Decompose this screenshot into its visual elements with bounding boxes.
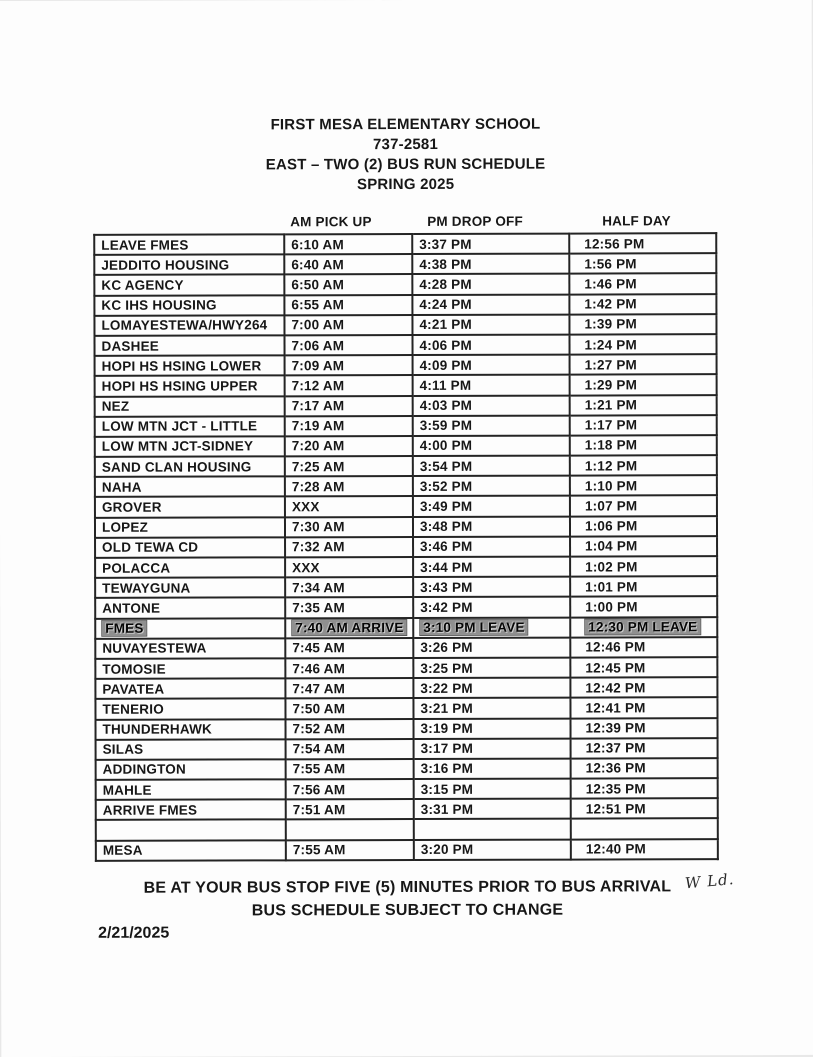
pm-time-cell: 3:43 PM bbox=[413, 577, 570, 598]
table-row bbox=[95, 597, 717, 619]
am-time-cell: 7:19 AM bbox=[285, 416, 413, 437]
stop-name-cell: NEZ bbox=[95, 396, 285, 417]
highlighted-text: 12:30 PM LEAVE bbox=[585, 619, 700, 634]
schedule-table bbox=[93, 232, 719, 861]
pm-time-cell: 4:03 PM bbox=[413, 395, 570, 416]
stop-name-cell: THUNDERHAWK bbox=[95, 719, 285, 740]
stop-name-cell: NAHA bbox=[95, 477, 285, 498]
table-row bbox=[96, 819, 718, 841]
title-block bbox=[0, 114, 812, 196]
half-day-time-cell: 12:56 PM bbox=[569, 233, 716, 254]
table-row bbox=[95, 536, 717, 558]
half-day-time-cell: 1:24 PM bbox=[569, 334, 716, 355]
highlighted-text: FMES bbox=[102, 621, 146, 636]
pm-time-cell: 3:52 PM bbox=[413, 476, 570, 497]
stop-name-cell: TENERIO bbox=[95, 699, 285, 720]
half-day-time-cell: 12:35 PM bbox=[571, 778, 718, 799]
table-row bbox=[95, 375, 717, 397]
highlighted-text: 3:10 PM LEAVE bbox=[420, 620, 527, 635]
table-row bbox=[95, 435, 717, 457]
pm-time-cell: 3:15 PM bbox=[414, 779, 571, 800]
pm-time-cell: 3:19 PM bbox=[413, 718, 570, 739]
table-row bbox=[96, 839, 718, 861]
table-row bbox=[94, 274, 716, 296]
am-time-cell: 7:56 AM bbox=[286, 779, 414, 800]
stop-name-cell: ANTONE bbox=[95, 598, 285, 619]
stop-name-cell: JEDDITO HOUSING bbox=[94, 255, 284, 276]
stop-name-cell bbox=[95, 618, 285, 639]
half-day-time-cell: 12:46 PM bbox=[570, 637, 717, 658]
am-time-cell: 7:35 AM bbox=[285, 597, 413, 618]
am-time-cell: XXX bbox=[285, 496, 413, 517]
am-time-cell: 6:50 AM bbox=[284, 274, 412, 295]
stop-name-cell: POLACCA bbox=[95, 557, 285, 578]
half-day-time-cell: 1:17 PM bbox=[570, 415, 717, 436]
half-day-time-cell: 1:00 PM bbox=[570, 597, 717, 618]
table-row bbox=[95, 354, 717, 376]
stop-name-cell: OLD TEWA CD bbox=[95, 537, 285, 558]
stop-name-cell: HOPI HS HSING LOWER bbox=[95, 355, 285, 376]
am-time-cell: 7:25 AM bbox=[285, 456, 413, 477]
column-headers bbox=[93, 213, 715, 230]
half-day-time-cell: 1:56 PM bbox=[569, 253, 716, 274]
stop-name-cell: ARRIVE FMES bbox=[96, 800, 286, 821]
schedule-title: EAST – TWO (2) BUS RUN SCHEDULE bbox=[265, 155, 546, 174]
stop-name-cell: LEAVE FMES bbox=[94, 234, 284, 255]
am-time-cell: 7:46 AM bbox=[285, 658, 413, 679]
table-row bbox=[94, 294, 716, 316]
half-day-time-cell: 1:12 PM bbox=[570, 455, 717, 476]
stop-name-cell bbox=[96, 820, 286, 841]
table-row bbox=[94, 314, 716, 336]
pm-time-cell: 4:28 PM bbox=[412, 274, 569, 295]
am-time-cell: 7:55 AM bbox=[286, 759, 414, 780]
half-day-time-cell: 12:51 PM bbox=[571, 798, 718, 819]
half-day-time-cell: 1:01 PM bbox=[570, 576, 717, 597]
am-time-cell: 6:10 AM bbox=[284, 234, 412, 255]
term-label: SPRING 2025 bbox=[356, 175, 455, 194]
pm-time-cell: 4:09 PM bbox=[413, 355, 570, 376]
pm-time-cell: 4:06 PM bbox=[412, 335, 569, 356]
am-time-cell: 7:00 AM bbox=[284, 315, 412, 336]
half-day-time-cell: 12:42 PM bbox=[570, 677, 717, 698]
half-day-time-cell: 12:39 PM bbox=[570, 718, 717, 739]
half-day-time-cell: 1:02 PM bbox=[570, 556, 717, 577]
am-time-cell: 7:09 AM bbox=[285, 355, 413, 376]
highlighted-text: 7:40 AM ARRIVE bbox=[292, 620, 406, 635]
table-row bbox=[95, 617, 717, 639]
half-day-time-cell: 12:45 PM bbox=[570, 657, 717, 678]
half-day-time-cell: 1:39 PM bbox=[569, 314, 716, 335]
table-row bbox=[95, 556, 717, 578]
am-time-cell: 7:34 AM bbox=[285, 577, 413, 598]
am-time-cell: 6:40 AM bbox=[284, 254, 412, 275]
table-row bbox=[95, 415, 717, 437]
table-row bbox=[95, 697, 717, 719]
table-row bbox=[96, 778, 718, 800]
am-time-cell: 7:32 AM bbox=[285, 537, 413, 558]
half-day-time-cell: 12:40 PM bbox=[571, 839, 718, 860]
stop-name-cell: MESA bbox=[96, 840, 286, 861]
am-time-cell bbox=[285, 618, 413, 639]
table-row bbox=[95, 637, 717, 659]
col-header-half-day: HALF DAY bbox=[602, 213, 671, 229]
table-row bbox=[95, 496, 717, 518]
table-row bbox=[95, 516, 717, 538]
table-row bbox=[95, 677, 717, 699]
half-day-time-cell: 1:46 PM bbox=[569, 274, 716, 295]
stop-name-cell: TEWAYGUNA bbox=[95, 578, 285, 599]
pm-time-cell: 3:54 PM bbox=[413, 456, 570, 477]
am-time-cell: 7:20 AM bbox=[285, 436, 413, 457]
table-row bbox=[94, 334, 716, 356]
pm-time-cell: 4:11 PM bbox=[413, 375, 570, 396]
stop-name-cell: SILAS bbox=[96, 739, 286, 760]
pm-time-cell: 3:44 PM bbox=[413, 557, 570, 578]
stop-name-cell: LOW MTN JCT - LITTLE bbox=[95, 416, 285, 437]
half-day-time-cell: 1:04 PM bbox=[570, 536, 717, 557]
table-row bbox=[94, 253, 716, 275]
stop-name-cell: TOMOSIE bbox=[95, 658, 285, 679]
pm-time-cell: 4:24 PM bbox=[412, 294, 569, 315]
table-row bbox=[94, 233, 716, 255]
half-day-time-cell bbox=[571, 819, 718, 840]
half-day-time-cell: 1:07 PM bbox=[570, 496, 717, 517]
table-row bbox=[96, 738, 718, 760]
pm-time-cell: 3:26 PM bbox=[413, 637, 570, 658]
stop-name-cell: SAND CLAN HOUSING bbox=[95, 456, 285, 477]
half-day-time-cell bbox=[570, 617, 717, 638]
am-time-cell: XXX bbox=[285, 557, 413, 578]
pm-time-cell: 3:17 PM bbox=[414, 738, 571, 759]
pm-time-cell: 4:00 PM bbox=[413, 435, 570, 456]
table-row bbox=[95, 455, 717, 477]
half-day-time-cell: 1:29 PM bbox=[570, 375, 717, 396]
stop-name-cell: LOW MTN JCT-SIDNEY bbox=[95, 436, 285, 457]
am-time-cell: 7:47 AM bbox=[285, 678, 413, 699]
am-time-cell: 7:06 AM bbox=[284, 335, 412, 356]
half-day-time-cell: 1:18 PM bbox=[570, 435, 717, 456]
stop-name-cell: HOPI HS HSING UPPER bbox=[95, 376, 285, 397]
half-day-time-cell: 1:21 PM bbox=[570, 395, 717, 416]
stop-name-cell: LOMAYESTEWA/HWY264 bbox=[94, 315, 284, 336]
col-header-am-pick-up: AM PICK UP bbox=[290, 214, 372, 230]
half-day-time-cell: 12:36 PM bbox=[571, 758, 718, 779]
am-time-cell: 7:52 AM bbox=[285, 718, 413, 739]
am-time-cell: 7:55 AM bbox=[286, 840, 414, 861]
pm-time-cell: 3:46 PM bbox=[413, 536, 570, 557]
pm-time-cell: 3:16 PM bbox=[414, 758, 571, 779]
half-day-time-cell: 12:37 PM bbox=[571, 738, 718, 759]
handwritten-initials: W Ld. bbox=[684, 870, 736, 893]
col-header-spacer bbox=[93, 214, 283, 229]
half-day-time-cell: 1:27 PM bbox=[570, 354, 717, 375]
pm-time-cell bbox=[413, 617, 570, 638]
pm-time-cell: 3:59 PM bbox=[413, 415, 570, 436]
pm-time-cell: 3:20 PM bbox=[414, 839, 571, 860]
pm-time-cell: 4:21 PM bbox=[412, 314, 569, 335]
table-row bbox=[95, 657, 717, 679]
am-time-cell: 6:55 AM bbox=[284, 295, 412, 316]
pm-time-cell: 3:25 PM bbox=[413, 658, 570, 679]
stop-name-cell: KC AGENCY bbox=[94, 275, 284, 296]
stop-name-cell: GROVER bbox=[95, 497, 285, 518]
phone-number: 737-2581 bbox=[372, 135, 439, 154]
half-day-time-cell: 12:41 PM bbox=[570, 697, 717, 718]
table-row bbox=[95, 718, 717, 740]
am-time-cell: 7:12 AM bbox=[285, 375, 413, 396]
table-row bbox=[95, 576, 717, 598]
pm-time-cell bbox=[414, 819, 571, 840]
am-time-cell: 7:54 AM bbox=[286, 739, 414, 760]
table-row bbox=[95, 475, 717, 497]
pm-time-cell: 3:42 PM bbox=[413, 597, 570, 618]
stop-name-cell: MAHLE bbox=[96, 779, 286, 800]
pm-time-cell: 3:21 PM bbox=[413, 698, 570, 719]
pm-time-cell: 3:37 PM bbox=[412, 234, 569, 255]
table-row bbox=[95, 395, 717, 417]
arrival-notice: BE AT YOUR BUS STOP FIVE (5) MINUTES PRIOR TO BUS ARRIVAL bbox=[143, 878, 672, 897]
am-time-cell bbox=[286, 819, 414, 840]
half-day-time-cell: 1:06 PM bbox=[570, 516, 717, 537]
pm-time-cell: 4:38 PM bbox=[412, 254, 569, 275]
stop-name-cell: ADDINGTON bbox=[96, 759, 286, 780]
stop-name-cell: NUVAYESTEWA bbox=[95, 638, 285, 659]
pm-time-cell: 3:48 PM bbox=[413, 516, 570, 537]
half-day-time-cell: 1:42 PM bbox=[569, 294, 716, 315]
am-time-cell: 7:50 AM bbox=[285, 698, 413, 719]
schedule-table-body bbox=[94, 233, 718, 860]
stop-name-cell: KC IHS HOUSING bbox=[94, 295, 284, 316]
am-time-cell: 7:17 AM bbox=[285, 395, 413, 416]
col-header-pm-drop-off: PM DROP OFF bbox=[427, 213, 523, 229]
pm-time-cell: 3:22 PM bbox=[413, 678, 570, 699]
document-date: 2/21/2025 bbox=[98, 924, 170, 942]
pm-time-cell: 3:31 PM bbox=[414, 799, 571, 820]
am-time-cell: 7:28 AM bbox=[285, 476, 413, 497]
stop-name-cell: DASHEE bbox=[94, 335, 284, 356]
stop-name-cell: PAVATEA bbox=[95, 678, 285, 699]
school-name: FIRST MESA ELEMENTARY SCHOOL bbox=[270, 115, 541, 134]
table-row bbox=[96, 798, 718, 820]
pm-time-cell: 3:49 PM bbox=[413, 496, 570, 517]
am-time-cell: 7:45 AM bbox=[285, 638, 413, 659]
am-time-cell: 7:30 AM bbox=[285, 517, 413, 538]
am-time-cell: 7:51 AM bbox=[286, 799, 414, 820]
stop-name-cell: LOPEZ bbox=[95, 517, 285, 538]
table-row bbox=[96, 758, 718, 780]
half-day-time-cell: 1:10 PM bbox=[570, 475, 717, 496]
subject-to-change-notice: BUS SCHEDULE SUBJECT TO CHANGE bbox=[251, 901, 564, 920]
